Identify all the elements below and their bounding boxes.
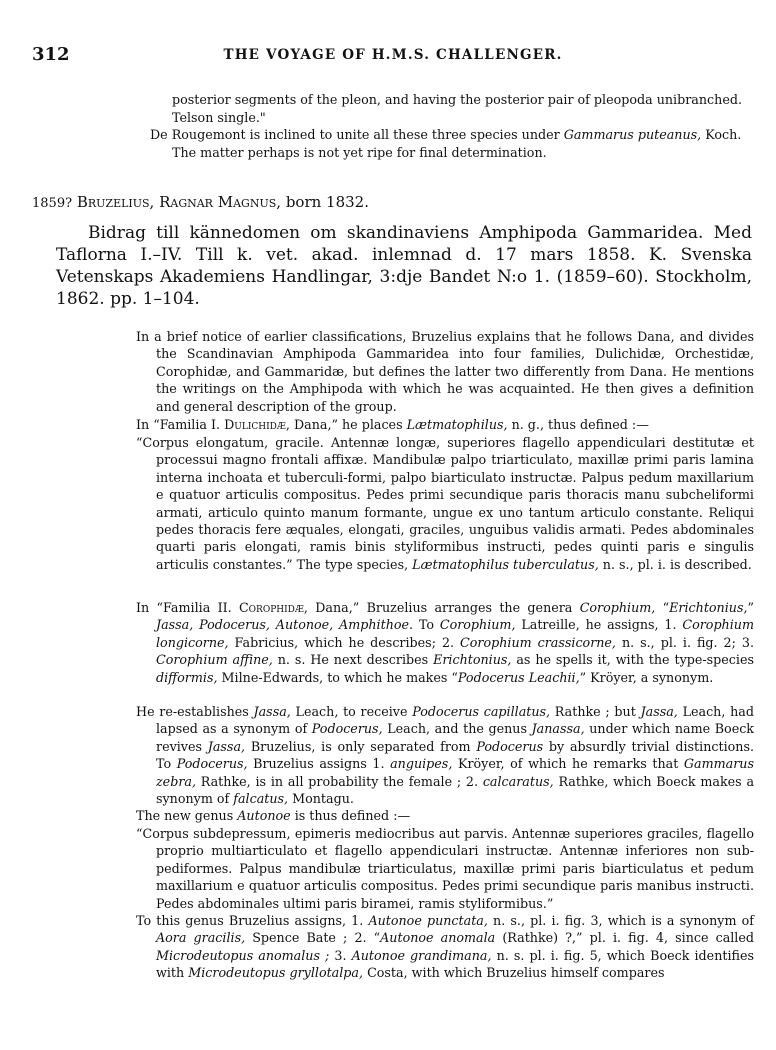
genus-name: Corophium, [579, 600, 656, 615]
text-line: posterior segments of the pleon, and having the posterior pair of pleopoda unibranched. [172, 92, 742, 107]
title-line: Vetenskaps Akademiens Handlingar, 3:dje Bandet N:o 1. (1859–60). Stockholm, [56, 267, 752, 287]
text-run: ” [747, 600, 754, 615]
species-name: Podocerus capillatus, [412, 704, 551, 719]
species-name: Autonoe grandimana, [351, 947, 492, 963]
text-run: by absurdly trivial distinctions. To [156, 738, 754, 772]
species-name: Microdeutopus gryllotalpa, [188, 965, 364, 981]
text-run: Fabricius, which he describes; 2. [228, 634, 461, 650]
genus-name: Jassa, [253, 704, 291, 719]
text-run: The new genus [136, 808, 238, 823]
bibliography-entry-heading [32, 193, 369, 211]
paragraph-familia-2 [136, 599, 754, 686]
paragraph-autonoe-species [136, 912, 754, 982]
genus-name: Autonoe [237, 808, 291, 823]
text-run: “Corpus elongatum, gracile. Antennæ longæ, superiores flagello appendiculari destitutæ et processui magno frontali affixæ. Mandibulæ palpo triarticulato, maxillæ primi paris lamina interna inchoata et tuberculi-formi, palpo biarticulato instructæ. Palpus pedum maxillarium e quatuor articulis compositus. Pedes primi secundique paris thoracis manu subcheliformi armati, articulo quinto manum formante, ungue ex uno tantum articulo constante. Reliqui pedes thoracis fere æquales, elongati, graciles, unguibus validis armati. Pedes abdominales quarti paris elongati, ramis binis styliformibus instructi, pedes quinti paris e singulis articulis constantes.” The type species, [136, 435, 754, 572]
text-run: n. s. pl. i. fig. 5, which Boeck identifies with [156, 947, 754, 981]
title-line: Bidrag till kännedomen om skandinaviens Amphipoda Gammaridea. Med [88, 223, 752, 243]
genus-name: Podocerus [476, 738, 544, 754]
genus-name: Podocerus, [176, 756, 248, 772]
paragraph-jassa [136, 703, 754, 807]
text-run: Leach, and the genus [382, 721, 532, 737]
title-line: 1862. pp. 1–104. [56, 289, 200, 309]
text-run: under which name Boeck revives [156, 721, 754, 754]
text-run: “ [655, 600, 670, 615]
text-run: Leach, to receive [290, 704, 413, 719]
rougemont-paragraph [150, 126, 750, 161]
family-name: Corophidæ [238, 600, 304, 615]
paragraph-familia-1 [136, 416, 754, 433]
species-name: Corophium crassicorne, [460, 634, 616, 650]
genus-name: Jassa, [207, 738, 246, 754]
family-name: Dulichidæ [224, 417, 286, 432]
text-run: as he spells it, with the type-species [511, 652, 754, 668]
page-header [32, 44, 754, 68]
text-run: In “Familia II. [136, 600, 239, 615]
top-quote-continuation [172, 91, 750, 126]
species-name: Podocerus Leachii, [457, 669, 580, 685]
text-run: , Dana,” Bruzelius arranges the genera [303, 600, 580, 615]
paragraph-latin-definition-1 [136, 434, 754, 573]
species-name: Autonoe anomala [380, 930, 496, 946]
running-title: THE VOYAGE OF H.M.S. CHALLENGER. [223, 47, 563, 63]
text-run: (Rathke) ?,” pl. i. fig. 4, since called [495, 930, 754, 946]
species-name: anguipes, [390, 756, 453, 772]
species-name: Microdeutopus anomalus ; [156, 947, 330, 963]
text-run: n. s. He next describes [272, 652, 434, 668]
text-run: The matter perhaps is not yet ripe for final determination. [172, 144, 547, 160]
title-line: Taflorna I.–IV. Till k. vet. akad. inlemnad d. 17 mars 1858. K. Svenska [56, 245, 752, 265]
text-run: n. s., pl. i. is described. [598, 556, 752, 572]
text-run: ” Kröyer, a synonym. [579, 669, 714, 685]
species-name: Lætmatophilus tuberculatus, [412, 556, 599, 572]
text-run: Spence Bate ; 2. “ [245, 930, 381, 946]
genus-name: Jassa, Podocerus, Autonoe, Amphithoe. [156, 617, 414, 633]
species-name: Gammarus puteanus, [563, 127, 702, 142]
text-run: Kröyer, of which he remarks that [452, 756, 684, 772]
genus-name: Erichtonius, [669, 600, 748, 615]
species-name: calcaratus, [482, 773, 554, 789]
paragraph-autonoe-intro [136, 807, 754, 824]
text-run: n. g., thus defined :— [507, 417, 649, 432]
text-run: Rathke, is in all probability the female ; 2. [195, 773, 483, 789]
text-line: Telson single." [172, 109, 266, 125]
text-run: In “Familia I. [136, 417, 225, 432]
text-run: Latreille, he assigns, 1. [515, 617, 683, 633]
entry-author: Bruzelius, Ragnar Magnus, [76, 193, 282, 211]
text-run: Leach, had lapsed as a synonym of [156, 704, 754, 737]
text-run: Bruzelius, is only separated from [245, 738, 477, 754]
species-name: Corophium longicorne, [156, 617, 754, 650]
text-run: is thus defined :— [290, 808, 411, 823]
text-run: Rathke ; but [550, 704, 641, 719]
entry-born: born 1832. [285, 193, 369, 211]
paragraph-text: “Corpus subdepressum, epimeris mediocribus aut parvis. Antennæ superiores graciles, flagello proprio multiarticulato et flagello appendiculari instructæ. Antennæ inferiores non sub-pediformes. Palpus mandibulæ triarticulatus, maxillæ primi paris biarticulatus et pedum maxillarium e quatuor articulis compositus. Pedes primi secundique paris manibus instructi. Pedes abdominales ultimi paris biramei, ramis styliformibus.” [136, 826, 754, 911]
paragraph-latin-definition-2 [136, 825, 754, 912]
genus-name: Erichtonius, [433, 652, 512, 668]
text-run: To this genus Bruzelius assigns, 1. [136, 913, 369, 928]
text-run: Montagu. [288, 791, 354, 807]
genus-name: Jassa, [640, 704, 678, 719]
species-name: Gammarus zebra, [156, 756, 754, 789]
species-name: falcatus, [233, 791, 289, 807]
entry-year: 1859? [32, 196, 73, 211]
species-name: Autonoe punctata, [368, 913, 488, 928]
text-run: n. s., pl. i. fig. 3, which is a synonym of [487, 913, 754, 928]
page-number: 312 [32, 44, 70, 65]
text-run: Bruzelius assigns 1. [247, 756, 391, 772]
text-run: n. s., pl. i. fig. 2; 3. [615, 634, 754, 650]
genus-name: Corophium, [439, 617, 516, 633]
text-run: Milne-Edwards, to which he makes “ [217, 669, 458, 685]
text-run: He re-establishes [136, 704, 254, 719]
species-name: Aora gracilis, [156, 930, 246, 946]
paragraph-classification [136, 328, 754, 415]
text-run: To [413, 617, 440, 633]
text-run: Koch. [701, 127, 742, 142]
text-run: , Dana,” he places [285, 417, 407, 432]
genus-name: Podocerus, [311, 721, 383, 737]
genus-name: Lætmatophilus, [406, 417, 508, 432]
species-name: Corophium affine, [156, 652, 273, 668]
text-run: De Rougemont is inclined to unite all these three species under [150, 127, 564, 142]
text-run: Costa, with which Bruzelius himself compares [363, 965, 665, 981]
paragraph-text: In a brief notice of earlier classifications, Bruzelius explains that he follows Dana, and divides the Scandinavian Amphipoda Gammaridea into four families, Dulichidæ, Orchestidæ, Corophidæ, and Gammaridæ, but defines the latter two differently from Dana. He mentions the writings on the Amphipoda with which he was acquainted. He then gives a definition and general description of the group. [136, 329, 754, 414]
text-run: 3. [329, 947, 352, 963]
species-name: difformis, [156, 669, 218, 685]
work-title [56, 222, 752, 310]
genus-name: Janassa, [531, 721, 585, 737]
text-run: Rathke, which Boeck makes a synonym of [156, 773, 755, 807]
